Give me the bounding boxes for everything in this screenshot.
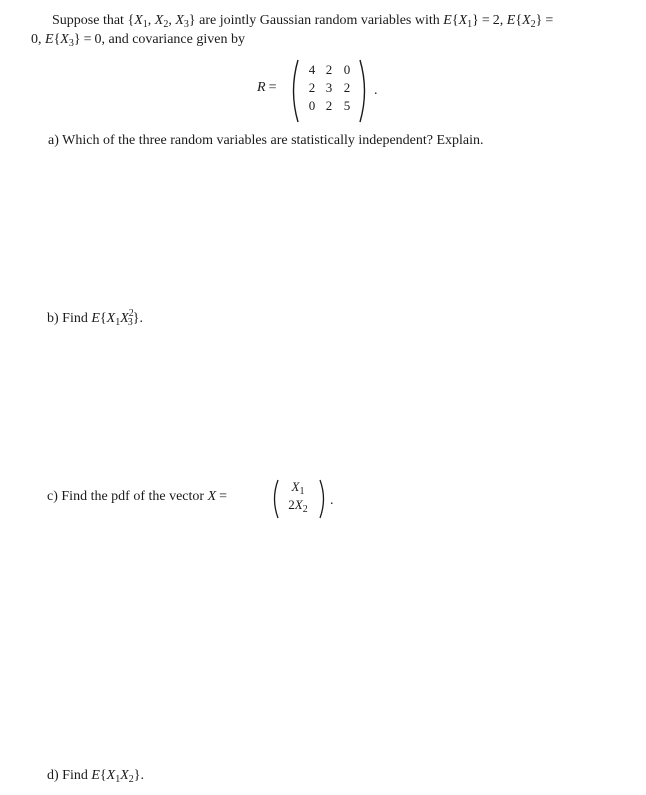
variable-set: {$X_1$, $X_2$, $X_3$} bbox=[127, 13, 196, 30]
vector-label: X = bbox=[207, 489, 228, 504]
matrix-period: . bbox=[374, 83, 378, 98]
question-d-label: d) bbox=[47, 768, 59, 783]
expectation-x1-x3sq: $E\{X_1X^2_3\}$. bbox=[91, 308, 144, 328]
question-d bbox=[47, 767, 144, 789]
vector-right-paren bbox=[318, 478, 328, 520]
question-b-text: Find bbox=[62, 311, 88, 326]
question-c bbox=[47, 488, 230, 506]
vector-entry-1: $X_1$ bbox=[291, 479, 305, 497]
question-a-label: a) bbox=[48, 133, 59, 148]
matrix-cell: 2 bbox=[308, 80, 316, 95]
matrix-cell: 3 bbox=[325, 80, 333, 95]
mean-x2-value: 0 bbox=[31, 32, 38, 47]
matrix-cell: 2 bbox=[325, 62, 333, 77]
matrix-cell: 2 bbox=[343, 80, 351, 95]
expectation-x1-x2: $E\{X_1X_2\}$. bbox=[91, 768, 145, 785]
intro-line-2: 0, $E\{X_3\} = 0$, and covariance given by bbox=[31, 32, 245, 49]
question-b-label: b) bbox=[47, 311, 59, 326]
mean-x3: $E\{X_3\} = 0$, bbox=[45, 32, 105, 49]
matrix-right-paren bbox=[358, 58, 370, 124]
question-a bbox=[48, 132, 484, 150]
mean-x1: $E\{X_1\} = 2$, bbox=[443, 13, 504, 30]
matrix-cell: 0 bbox=[343, 62, 351, 77]
vector-entry-2: $2X_2$ bbox=[288, 497, 308, 515]
matrix-cell: 0 bbox=[308, 98, 316, 113]
mean-x2-start: $E\{X_2\}$ = bbox=[506, 13, 554, 30]
matrix-left-paren bbox=[288, 58, 300, 124]
question-c-text: Find the pdf of the vector bbox=[61, 489, 205, 504]
intro-text-end: and covariance given by bbox=[108, 32, 245, 47]
matrix-cell: 2 bbox=[325, 98, 333, 113]
matrix-cell: 4 bbox=[308, 62, 316, 77]
question-a-text: Which of the three random variables are statistically independent? Explain. bbox=[62, 133, 484, 148]
matrix-cell: 5 bbox=[343, 98, 351, 113]
covariance-label: R = bbox=[257, 80, 277, 95]
intro-text-start: Suppose that bbox=[52, 13, 124, 28]
question-b bbox=[47, 305, 143, 332]
intro-text-mid: are jointly Gaussian random variables with bbox=[199, 13, 440, 28]
question-c-label: c) bbox=[47, 489, 58, 504]
vector-period: . bbox=[330, 493, 334, 508]
question-d-text: Find bbox=[62, 768, 88, 783]
